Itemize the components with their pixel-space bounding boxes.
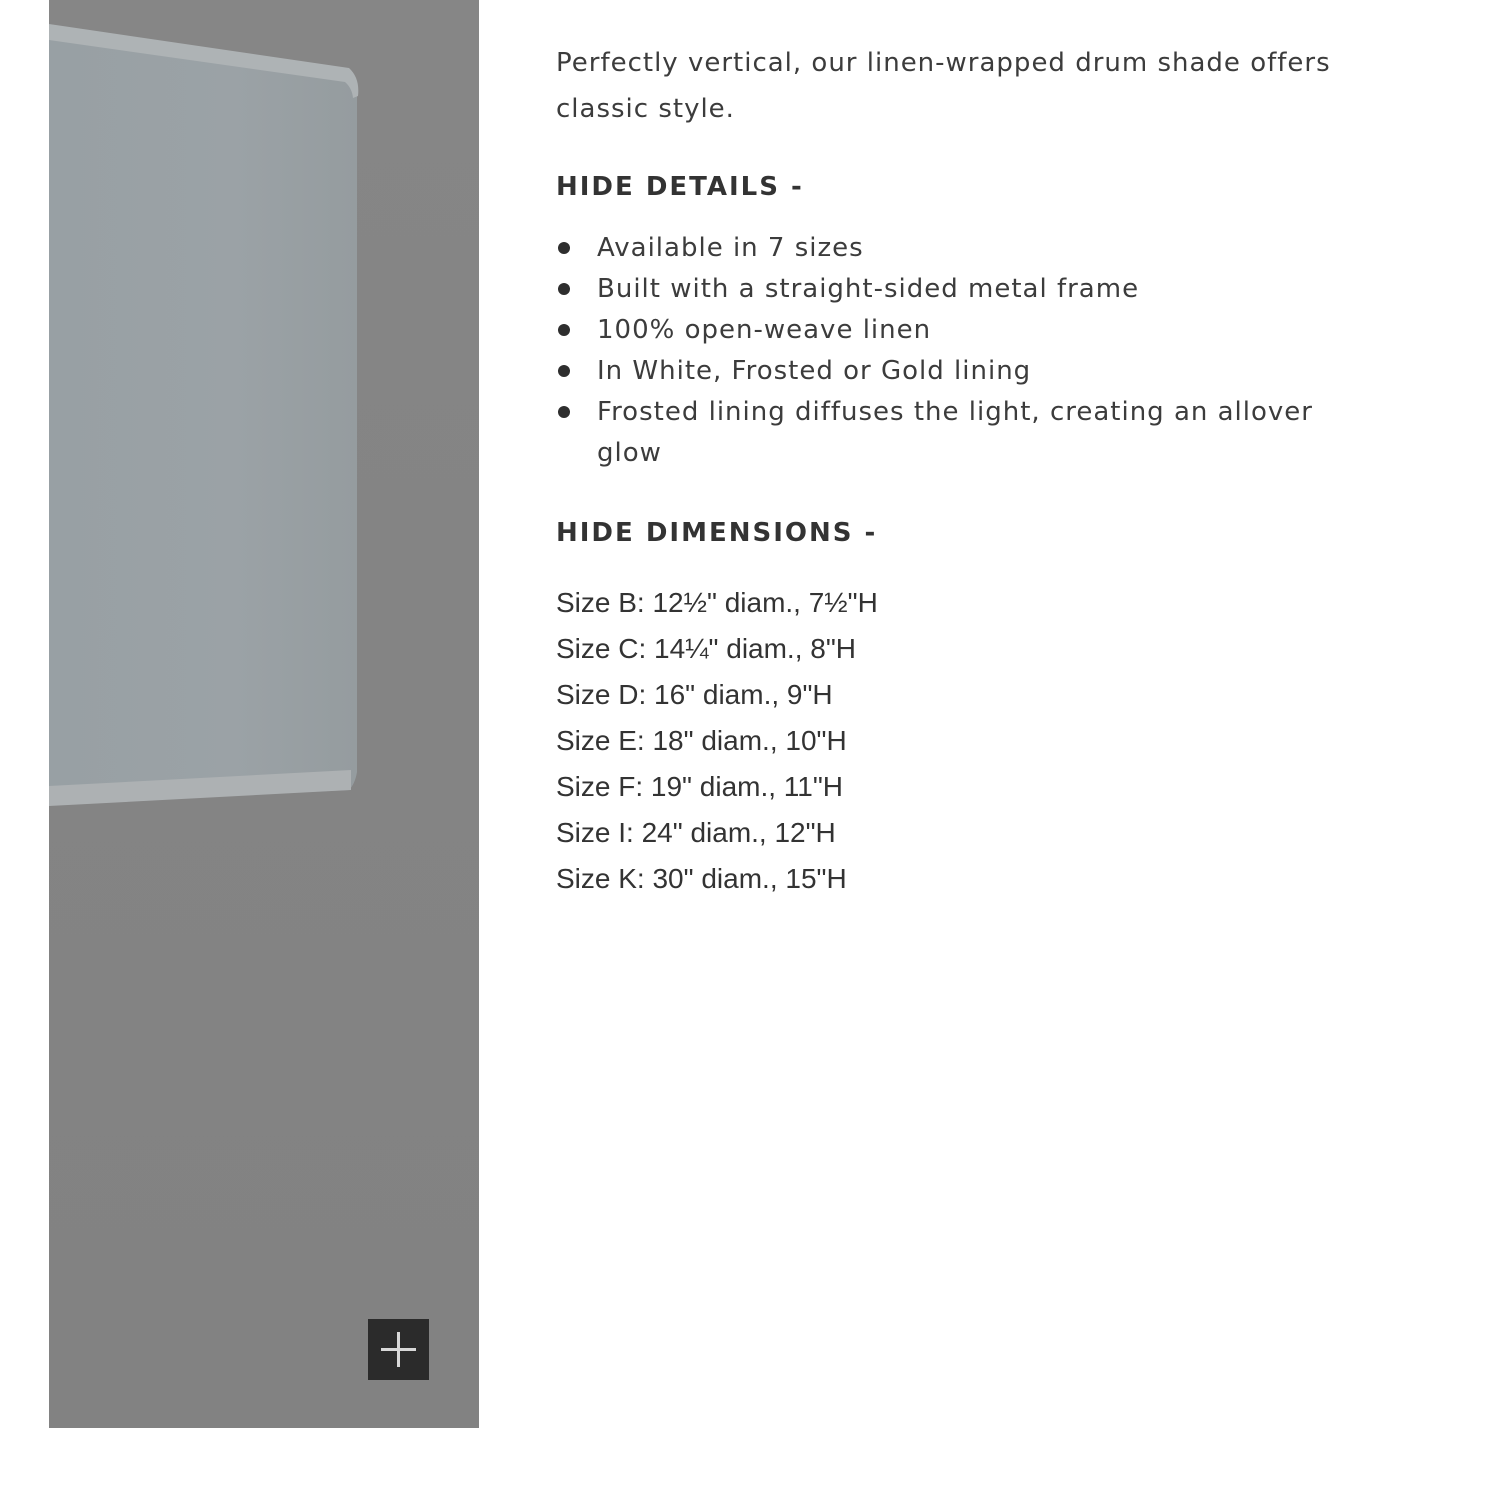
bullet-icon: [558, 283, 570, 295]
dimensions-list: [556, 580, 1386, 902]
plus-icon: [368, 1319, 429, 1380]
bullet-icon: [558, 365, 570, 377]
dimension-item: Size B: 12½" diam., 7½"H: [556, 587, 878, 618]
bullet-icon: [558, 242, 570, 254]
bullet-icon: [558, 406, 570, 418]
details-item: [556, 228, 1386, 269]
details-item-text: Available in 7 sizes: [597, 233, 864, 263]
product-details: [556, 40, 1386, 902]
zoom-button[interactable]: [368, 1319, 429, 1380]
details-item: [556, 310, 1386, 351]
dimension-item: Size K: 30" diam., 15"H: [556, 863, 847, 894]
details-item: [556, 269, 1386, 310]
details-item-text: In White, Frosted or Gold lining: [597, 356, 1032, 386]
bullet-icon: [558, 324, 570, 336]
hide-dimensions-toggle[interactable]: HIDE DIMENSIONS -: [556, 518, 878, 548]
details-item-text: Frosted lining diffuses the light, creating an allover glow: [597, 397, 1313, 468]
details-item: [556, 392, 1386, 474]
details-item: [556, 351, 1386, 392]
dimension-item: Size E: 18" diam., 10"H: [556, 725, 847, 756]
product-description: Perfectly vertical, our linen-wrapped drum shade offers classic style.: [556, 48, 1331, 124]
details-item-text: Built with a straight-sided metal frame: [597, 274, 1140, 304]
details-item-text: 100% open-weave linen: [597, 315, 932, 345]
dimension-item: Size I: 24" diam., 12"H: [556, 817, 836, 848]
dimension-item: Size D: 16" diam., 9"H: [556, 679, 833, 710]
dimension-item: Size C: 14¼" diam., 8"H: [556, 633, 857, 664]
dimension-item: Size F: 19" diam., 11"H: [556, 771, 844, 802]
details-list: [556, 228, 1386, 474]
hide-details-toggle[interactable]: HIDE DETAILS -: [556, 172, 804, 202]
drum-shade-illustration: [49, 0, 479, 1428]
product-image[interactable]: [49, 0, 479, 1428]
